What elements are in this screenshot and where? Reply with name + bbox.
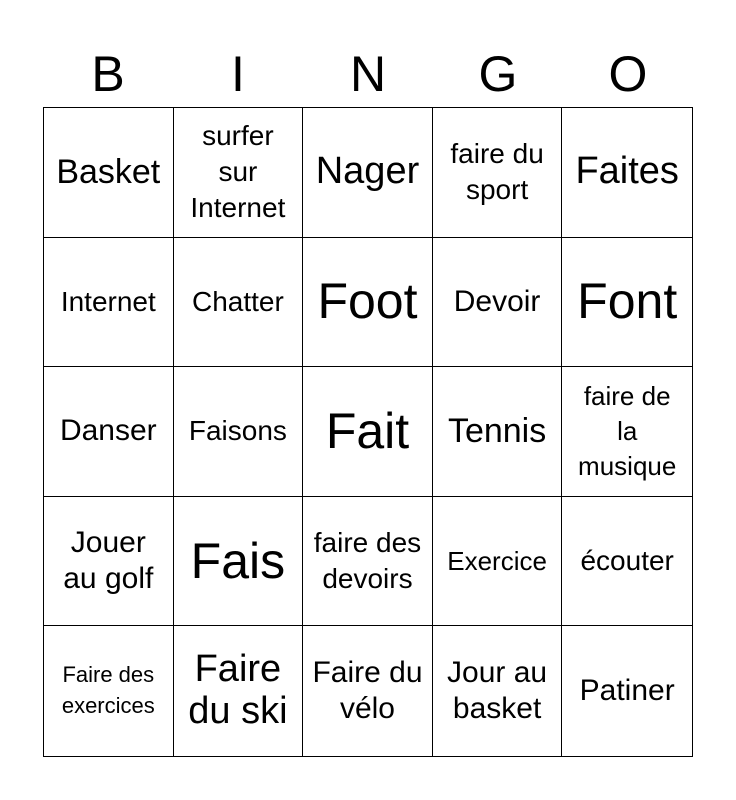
cell-label: écouter xyxy=(580,544,674,576)
cell-label: surfer sur Internet xyxy=(190,119,286,224)
bingo-cell[interactable] xyxy=(44,626,174,756)
cell-label: Font xyxy=(577,273,678,330)
header-letter-g: G xyxy=(478,46,518,102)
bingo-cell[interactable] xyxy=(562,497,692,627)
bingo-cell[interactable] xyxy=(562,626,692,756)
bingo-cell[interactable] xyxy=(44,108,174,238)
bingo-cell[interactable] xyxy=(562,238,692,368)
cell-label: Faites xyxy=(575,150,679,193)
cell-label: Patiner xyxy=(579,674,675,708)
bingo-cell[interactable] xyxy=(303,108,433,238)
cell-label: Internet xyxy=(60,285,156,317)
cell-label: Faire du ski xyxy=(188,648,288,733)
cell-label: Exercice xyxy=(447,545,547,576)
bingo-cell[interactable] xyxy=(433,367,563,497)
bingo-cell[interactable] xyxy=(562,367,692,497)
bingo-cell[interactable] xyxy=(303,238,433,368)
bingo-cell[interactable] xyxy=(303,626,433,756)
cell-label: Foot xyxy=(317,273,418,330)
bingo-cell[interactable] xyxy=(174,367,304,497)
bingo-cell[interactable] xyxy=(433,626,563,756)
cell-label: Fais xyxy=(190,532,286,589)
cell-label: faire de la musique xyxy=(578,380,677,482)
cell-label: Tennis xyxy=(447,412,547,451)
bingo-cell[interactable] xyxy=(44,367,174,497)
cell-label: Nager xyxy=(315,150,420,193)
bingo-cell[interactable] xyxy=(174,497,304,627)
bingo-cell[interactable] xyxy=(174,238,304,368)
cell-label: Fait xyxy=(325,402,410,459)
cell-label: Danser xyxy=(59,414,157,448)
bingo-cell[interactable] xyxy=(44,497,174,627)
cell-label: Devoir xyxy=(453,284,541,318)
header-letter-b: B xyxy=(91,46,125,102)
cell-label: Faisons xyxy=(188,415,287,447)
bingo-cell[interactable] xyxy=(44,238,174,368)
bingo-cell[interactable] xyxy=(303,497,433,627)
cell-label: faire des devoirs xyxy=(313,526,422,595)
bingo-cell[interactable] xyxy=(433,238,563,368)
cell-label: Chatter xyxy=(191,285,284,317)
cell-label: faire du sport xyxy=(450,137,544,206)
bingo-cell[interactable] xyxy=(562,108,692,238)
bingo-cell[interactable] xyxy=(433,108,563,238)
header-letter-o: O xyxy=(608,46,648,102)
cell-label: Basket xyxy=(56,152,161,191)
header-letter-i: I xyxy=(231,46,245,102)
bingo-cell[interactable] xyxy=(303,367,433,497)
cell-label: Faire des exercices xyxy=(61,662,155,719)
bingo-header xyxy=(43,40,693,108)
bingo-board xyxy=(43,107,693,757)
bingo-cell[interactable] xyxy=(174,108,304,238)
cell-label: Jour au basket xyxy=(447,656,548,726)
cell-label: Faire du vélo xyxy=(312,656,423,726)
cell-label: Jouer au golf xyxy=(63,526,154,596)
bingo-cell[interactable] xyxy=(433,497,563,627)
bingo-cell[interactable] xyxy=(174,626,304,756)
header-letter-n: N xyxy=(349,46,387,102)
